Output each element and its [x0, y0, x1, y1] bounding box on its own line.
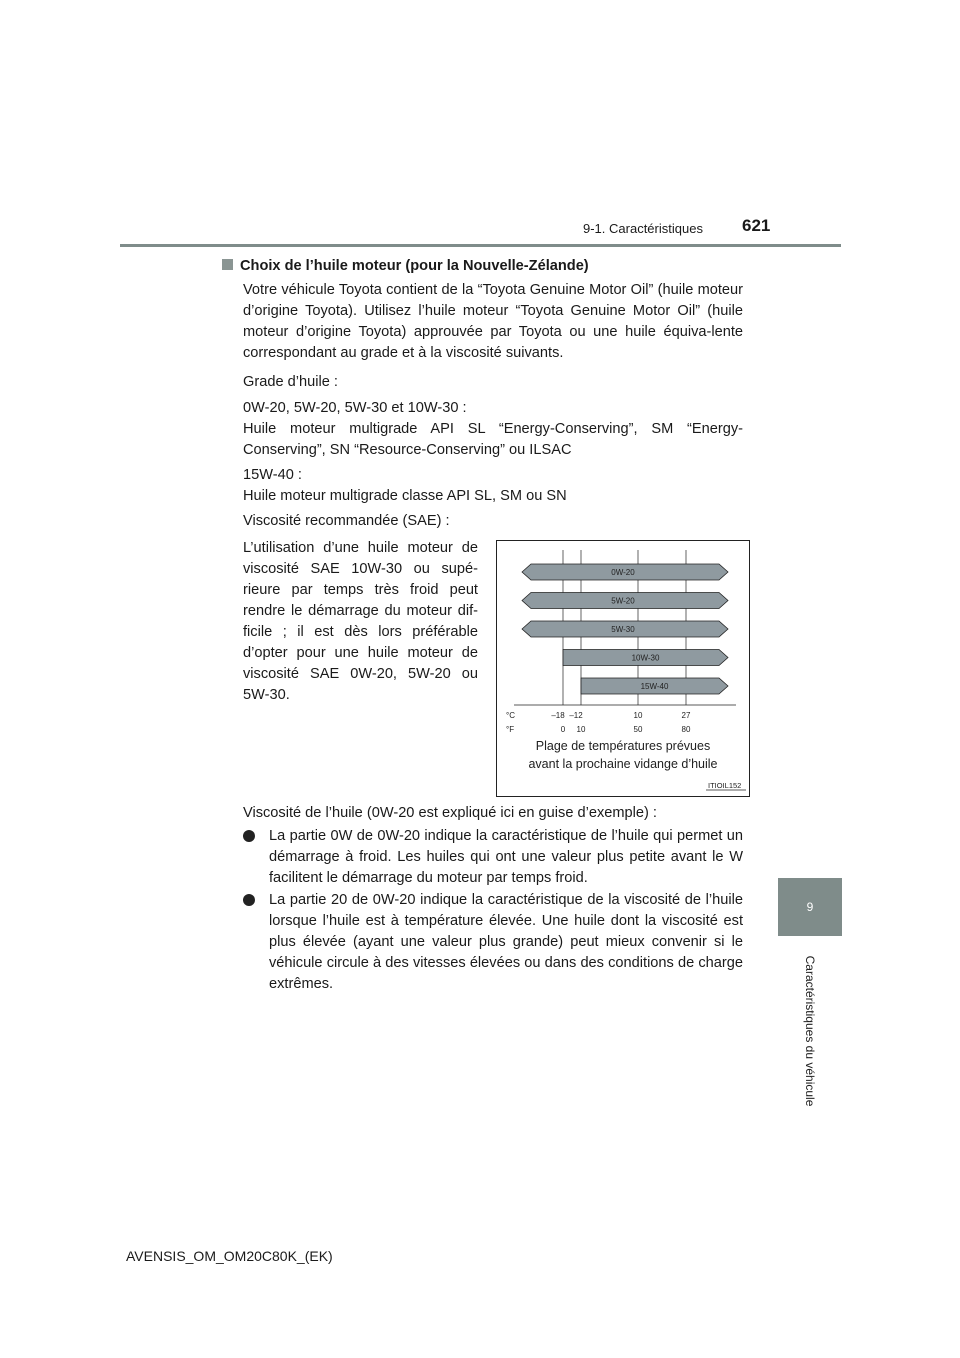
- grade-a-title: 0W-20, 5W-20, 5W-30 et 10W-30 :: [243, 400, 467, 416]
- page-number: 621: [742, 216, 771, 235]
- grade-b-block: [243, 465, 743, 507]
- bullet-icon: [243, 894, 255, 906]
- grade-b-title: 15W-40 :: [243, 467, 302, 483]
- celsius-tick-label: –12: [569, 711, 583, 720]
- fahrenheit-tick-label: 0: [560, 725, 566, 734]
- viscosity-explain-label: Viscosité de l’huile (0W-20 est expliqué ici en guise d’exemple) :: [243, 805, 657, 821]
- viscosity-bar-label: 10W-30: [631, 653, 660, 663]
- chapter-label-text: Caractéristiques du véhicule: [803, 955, 817, 1107]
- header-rule: [120, 244, 841, 247]
- intro-paragraph: Votre véhicule Toyota contient de la “Toyota Genuine Motor Oil” (huile moteur d’origine Toyota). Utilisez l’huile moteur “Toyota Genuine Motor Oil” (huile moteur d’origine Toyota) approuvée par Toyota ou une huile équiva-lente correspondant au grade et à la viscosité suivants.: [243, 282, 743, 361]
- chart-caption-line2: avant la prochaine vidange d’huile: [528, 757, 718, 771]
- fahrenheit-tick-label: 50: [633, 725, 643, 734]
- celsius-unit: °C: [506, 711, 515, 720]
- fahrenheit-tick-label: 80: [681, 725, 691, 734]
- grade-label: Grade d’huile :: [243, 374, 338, 390]
- section-heading: [222, 256, 589, 277]
- figure-id: ITIOIL152: [708, 781, 742, 790]
- grade-a-block: [243, 398, 743, 461]
- chapter-number: 9: [806, 900, 814, 914]
- bullet-item: [243, 826, 743, 889]
- bullet-item: [243, 890, 743, 995]
- heading-text: Choix de l’huile moteur (pour la Nouvelle-Zélande): [240, 258, 589, 274]
- viscosity-bar-label: 5W-30: [611, 625, 635, 634]
- grade-b-text: Huile moteur multigrade classe API SL, SM ou SN: [243, 488, 567, 504]
- viscosity-label: Viscosité recommandée (SAE) :: [243, 513, 450, 529]
- celsius-tick-label: 10: [633, 711, 643, 720]
- bullet-icon: [243, 830, 255, 842]
- celsius-tick-label: –18: [551, 711, 565, 720]
- fahrenheit-tick-label: 10: [576, 725, 586, 734]
- viscosity-bar-label: 0W-20: [611, 568, 635, 577]
- cold-weather-note: L’utilisation d’une huile moteur de viscosité SAE 10W-30 ou supé-rieure par temps très froid peut rendre le démarrage du moteur dif-ficile ; il est dès lors préférable d’opter pour une huile moteur de viscosité SAE 0W-20, 5W-20 ou 5W-30.: [243, 540, 478, 703]
- viscosity-bar-label: 15W-40: [640, 682, 669, 691]
- chapter-tab-label: [778, 936, 842, 1126]
- viscosity-chart-svg: [496, 540, 750, 797]
- celsius-tick-label: 27: [681, 711, 691, 720]
- document-code: AVENSIS_OM_OM20C80K_(EK): [126, 1248, 333, 1264]
- fahrenheit-unit: °F: [506, 725, 515, 734]
- bullet-text: La partie 0W de 0W-20 indique la caractéristique de l’huile qui permet un démarrage à froid. Les huiles qui ont une valeur plus petite avant le W facilitent le démarrage du moteur par temps froid.: [269, 828, 743, 886]
- heading-square-icon: [222, 259, 233, 270]
- bullet-text: La partie 20 de 0W-20 indique la caractéristique de la viscosité de l’huile lorsque l’huile est à température élevée. Une huile dont la viscosité est plus élevée (ayant une valeur plus grande) peut mieux convenir si le véhicule circule à des vitesses élevées ou dans des conditions de charge extrêmes.: [269, 892, 743, 992]
- viscosity-bar-label: 5W-20: [611, 596, 635, 606]
- chart-caption-line1: Plage de températures prévues: [535, 739, 711, 753]
- grade-a-text: Huile moteur multigrade API SL “Energy-Conserving”, SM “Energy-Conserving”, SN “Resource-Conserving” ou ILSAC: [243, 421, 743, 458]
- section-title: 9-1. Caractéristiques: [583, 221, 703, 236]
- viscosity-chart: [496, 540, 750, 797]
- chapter-tab-number: [778, 878, 842, 936]
